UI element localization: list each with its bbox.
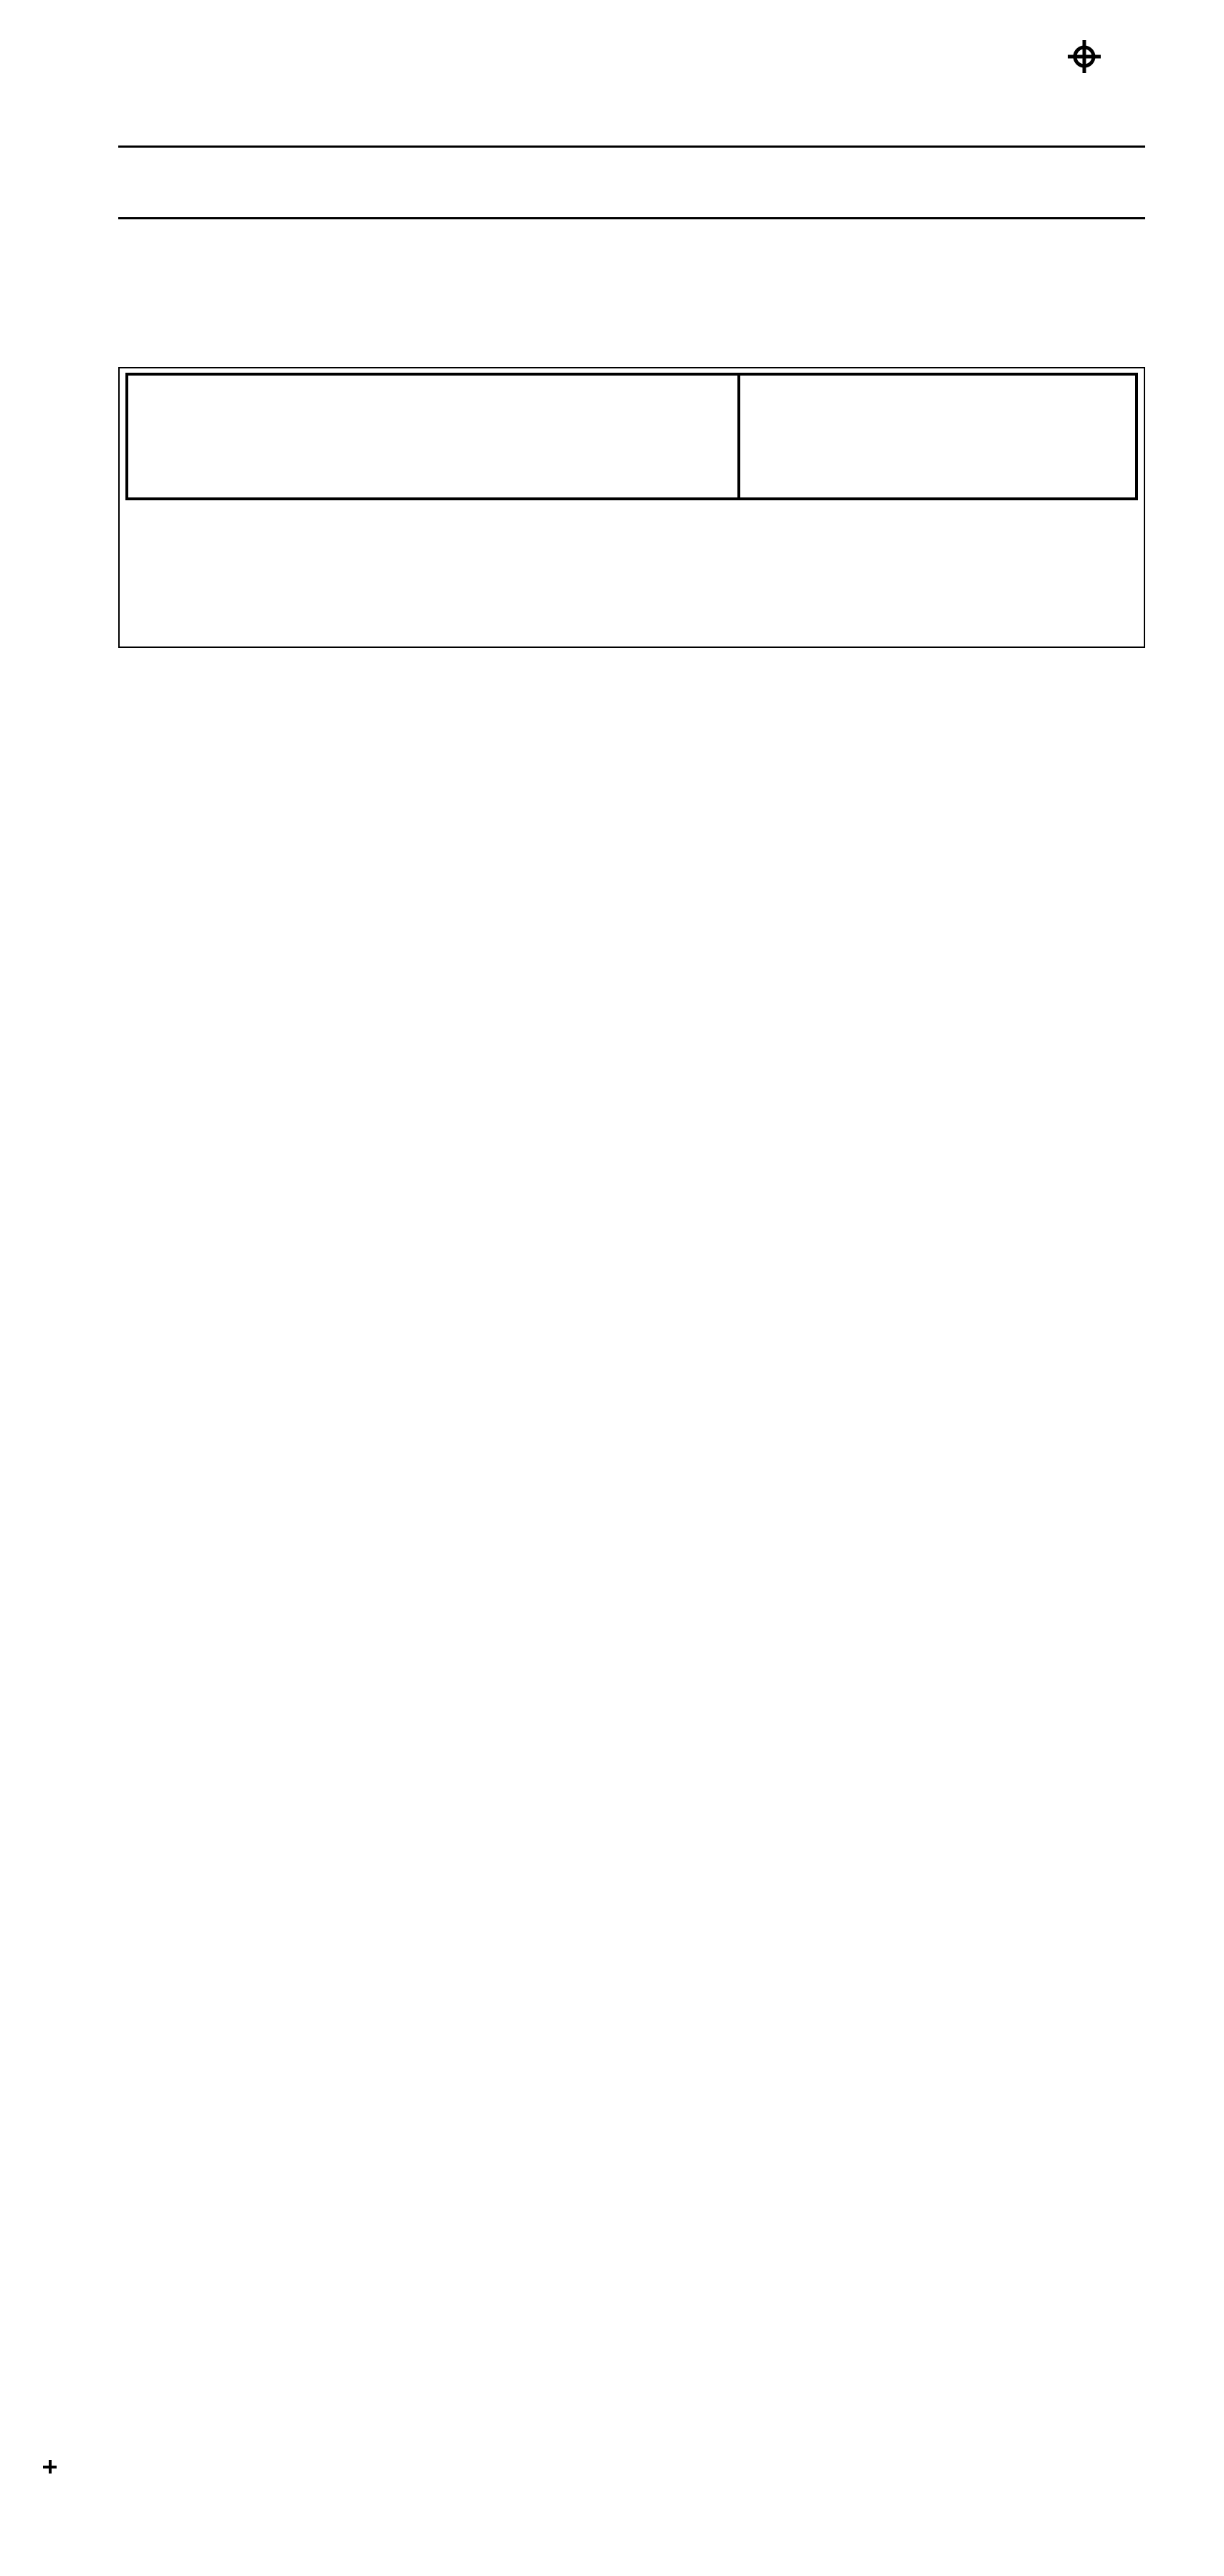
vote-warning-box	[125, 373, 1138, 500]
ballot-barcode	[0, 2428, 502, 2484]
instructions-box	[118, 367, 1145, 648]
header-rule-bottom	[118, 217, 1145, 219]
contest-columns	[118, 690, 1145, 2372]
to-vote-cell	[128, 376, 740, 497]
warning-cell	[740, 376, 1135, 497]
registration-crosshair-icon	[1068, 40, 1101, 77]
header-rule-top	[118, 146, 1145, 148]
mistake-instructions	[120, 500, 1144, 509]
